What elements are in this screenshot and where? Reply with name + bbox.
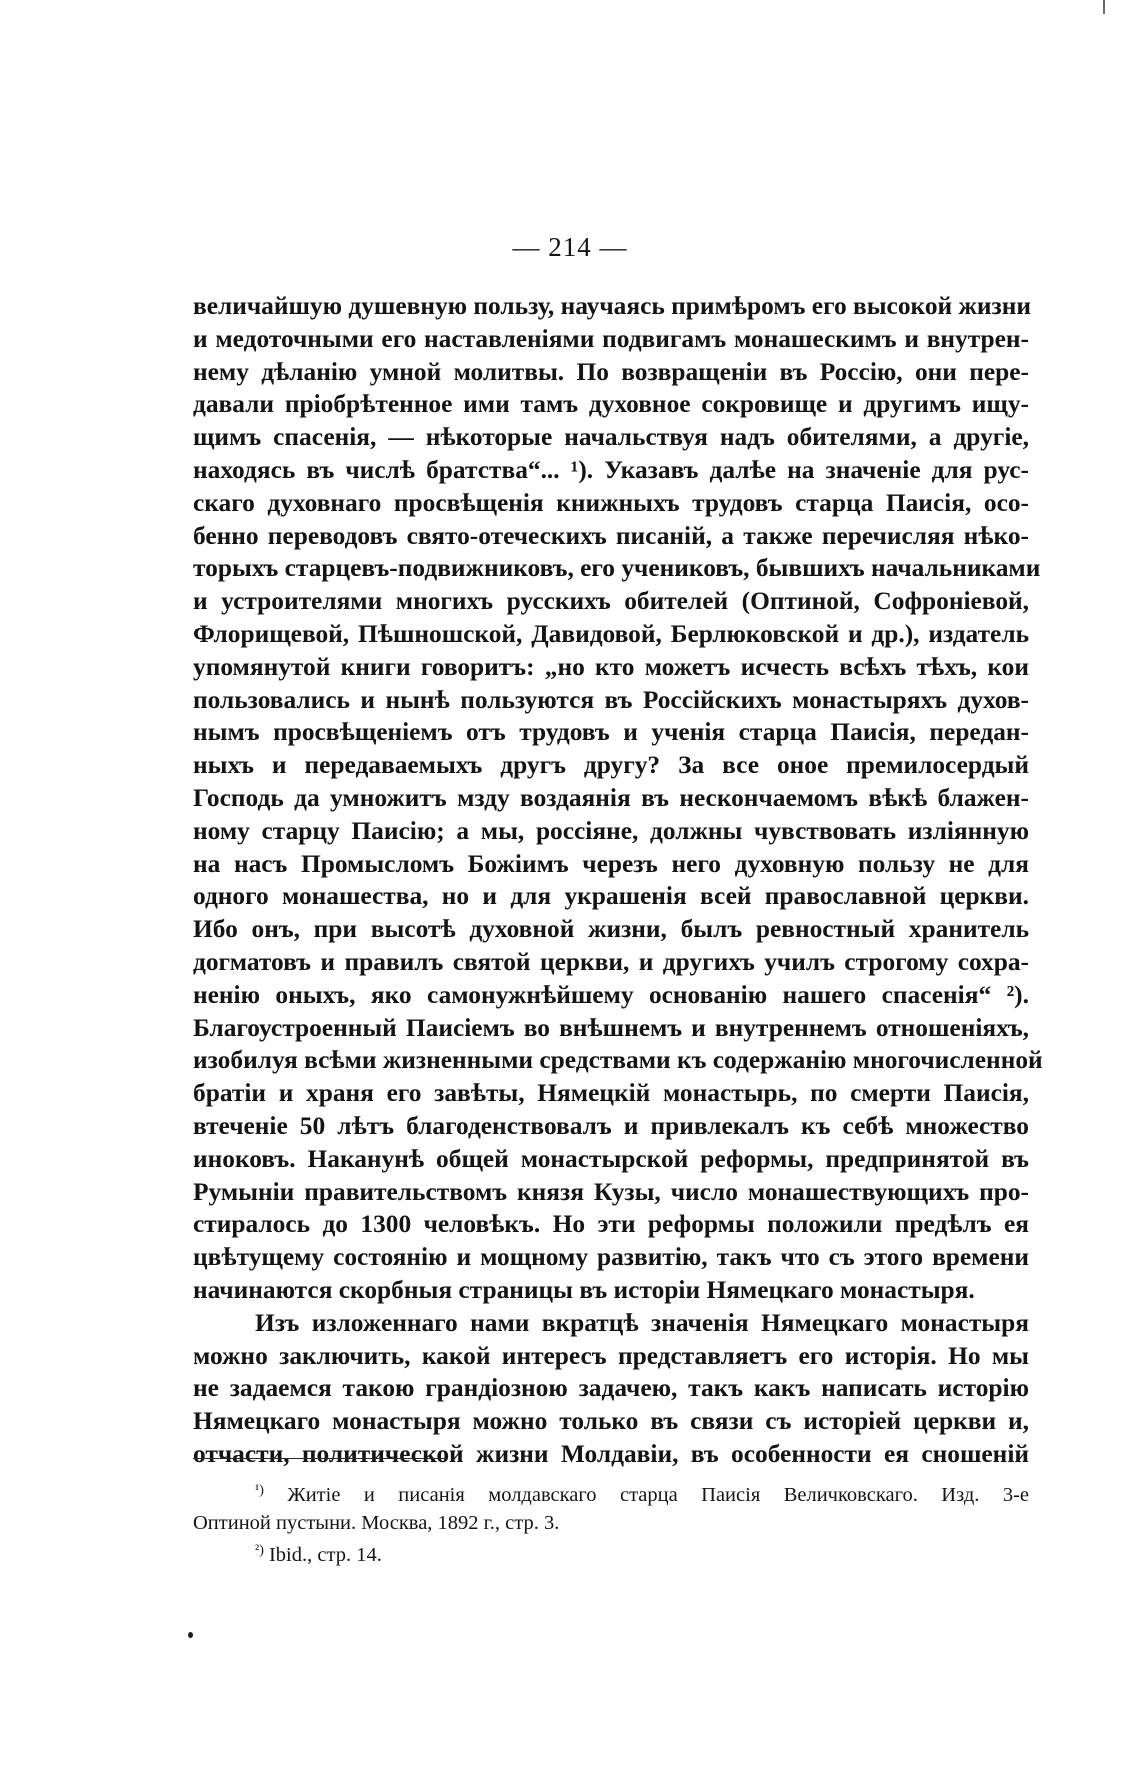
text-line: бенно переводовъ свято-отеческихъ писаній, а также перечисляя нѣко-	[193, 521, 1029, 550]
text-line: нему дѣланію умной молитвы. По возвращеніи въ Россію, они пере-	[193, 357, 1029, 386]
text-line: отчасти, политической жизни Молдавіи, въ особенности ея сношеній	[193, 1439, 1029, 1468]
text-line: Господь да умножитъ мзду воздаянія въ нескончаемомъ вѣкѣ блажен-	[193, 783, 1029, 812]
text-line: на насъ Промысломъ Божіимъ черезъ него духовную пользу не для	[193, 849, 1029, 878]
text-line: не задаемся такою грандіозною задачею, такъ какъ написать исторію	[193, 1374, 1029, 1403]
text-line: Флорищевой, Пѣшношской, Давидовой, Берлюковской и др.), издатель	[193, 619, 1029, 648]
text-line: Ибо онъ, при высотѣ духовной жизни, былъ ревностный хранитель	[193, 915, 1029, 944]
text-line: можно заключить, какой интересъ представляетъ его исторія. Но мы	[193, 1341, 1029, 1370]
text-line: упомянутой книги говоритъ: „но кто можетъ исчесть всѣхъ тѣхъ, кои	[193, 652, 1029, 681]
footnote-marker: ²)	[255, 1543, 264, 1558]
text-line: находясь въ числѣ братства“... ¹). Указавъ далѣе на значеніе для рус-	[193, 455, 1029, 484]
text-line: величайшую душевную пользу, научаясь примѣромъ его высокой жизни	[193, 292, 1031, 320]
text-line: втеченіе 50 лѣтъ благоденствовалъ и привлекалъ къ себѣ множество	[193, 1111, 1029, 1140]
paragraph-end-line: начинаются скорбныя страницы въ исторіи Нямецкаго монастыря.	[193, 1275, 975, 1304]
footnote-text: Ibid., стр. 14.	[268, 1544, 382, 1566]
text-line: ныхъ и передаваемыхъ другъ другу? За все оное премилосердый	[193, 751, 1029, 780]
text-line: братіи и храня его завѣты, Нямецкій монастырь, по смерти Паисія,	[193, 1079, 1029, 1108]
text-line: Благоустроенный Паисіемъ во внѣшнемъ и внутреннемъ отношеніяхъ,	[193, 1013, 1029, 1042]
text-line: одного монашества, но и для украшенія всей православной церкви.	[193, 882, 1029, 911]
text-line: иноковъ. Наканунѣ общей монастырской реформы, предпринятой въ	[193, 1144, 1029, 1173]
text-line: нымъ просвѣщеніемъ отъ трудовъ и ученія старца Паисія, передан-	[193, 718, 1029, 747]
footnotes	[193, 1477, 1029, 1570]
text-line: Нямецкаго монастыря можно только въ связи съ исторіей церкви и,	[193, 1407, 1029, 1436]
text-line: и медоточными его наставленіями подвигамъ монашескимъ и внутрен-	[193, 324, 1029, 353]
scan-edge-mark	[1103, 0, 1105, 14]
text-line: давали пріобрѣтенное ими тамъ духовное сокровище и другимъ ищу-	[193, 390, 1029, 419]
text-line: и устроителями многихъ русскихъ обителей (Оптиной, Софроніевой,	[193, 587, 1029, 616]
text-line: Румыніи правительствомъ князя Кузы, число монашествующихъ про-	[193, 1177, 1029, 1206]
footnote-divider	[193, 1458, 446, 1459]
footnote-2	[193, 1537, 1029, 1570]
page-number: — 214 —	[512, 232, 628, 262]
footnote-1-continuation: Оптиной пустыни. Москва, 1892 г., стр. 3.	[193, 1511, 560, 1534]
footnote-marker: ¹)	[255, 1483, 264, 1498]
main-text	[193, 290, 1043, 1471]
text-line: догматовъ и правилъ святой церкви, и другихъ училъ строгому сохра-	[193, 947, 1029, 976]
text-line: цвѣтущему состоянію и мощному развитію, такъ что съ этого времени	[193, 1243, 1029, 1272]
text-line: скаго духовнаго просвѣщенія книжныхъ трудовъ старца Паисія, осо-	[193, 488, 1029, 517]
footnote-text: Житіе и писанія молдавскаго старца Паисія Величковскаго. Изд. 3-е	[287, 1484, 1030, 1506]
text-line: щимъ спасенія, — нѣкоторые начальствуя надъ обителями, а другіе,	[193, 423, 1029, 452]
text-line: торыхъ старцевъ-подвижниковъ, его учениковъ, бывшихъ начальниками	[193, 554, 1041, 583]
ink-speck	[188, 1632, 193, 1638]
footnote-1	[193, 1477, 1029, 1510]
paragraph-start-line: Изъ изложеннаго нами вкратцѣ значенія Нямецкаго монастыря	[255, 1308, 1029, 1337]
text-line: стиралось до 1300 человѣкъ. Но эти реформы положили предѣлъ ея	[193, 1210, 1029, 1239]
text-line: пользовались и нынѣ пользуются въ Россійскихъ монастыряхъ духов-	[193, 685, 1029, 714]
text-line: ному старцу Паисію; а мы, россіяне, должны чувствовать изліянную	[193, 816, 1029, 845]
text-line: изобилуя всѣми жизненными средствами къ содержанію многочисленной	[193, 1046, 1043, 1075]
text-line: ненію оныхъ, яко самонужнѣйшему основанію нашего спасенія“ ²).	[193, 980, 1029, 1009]
